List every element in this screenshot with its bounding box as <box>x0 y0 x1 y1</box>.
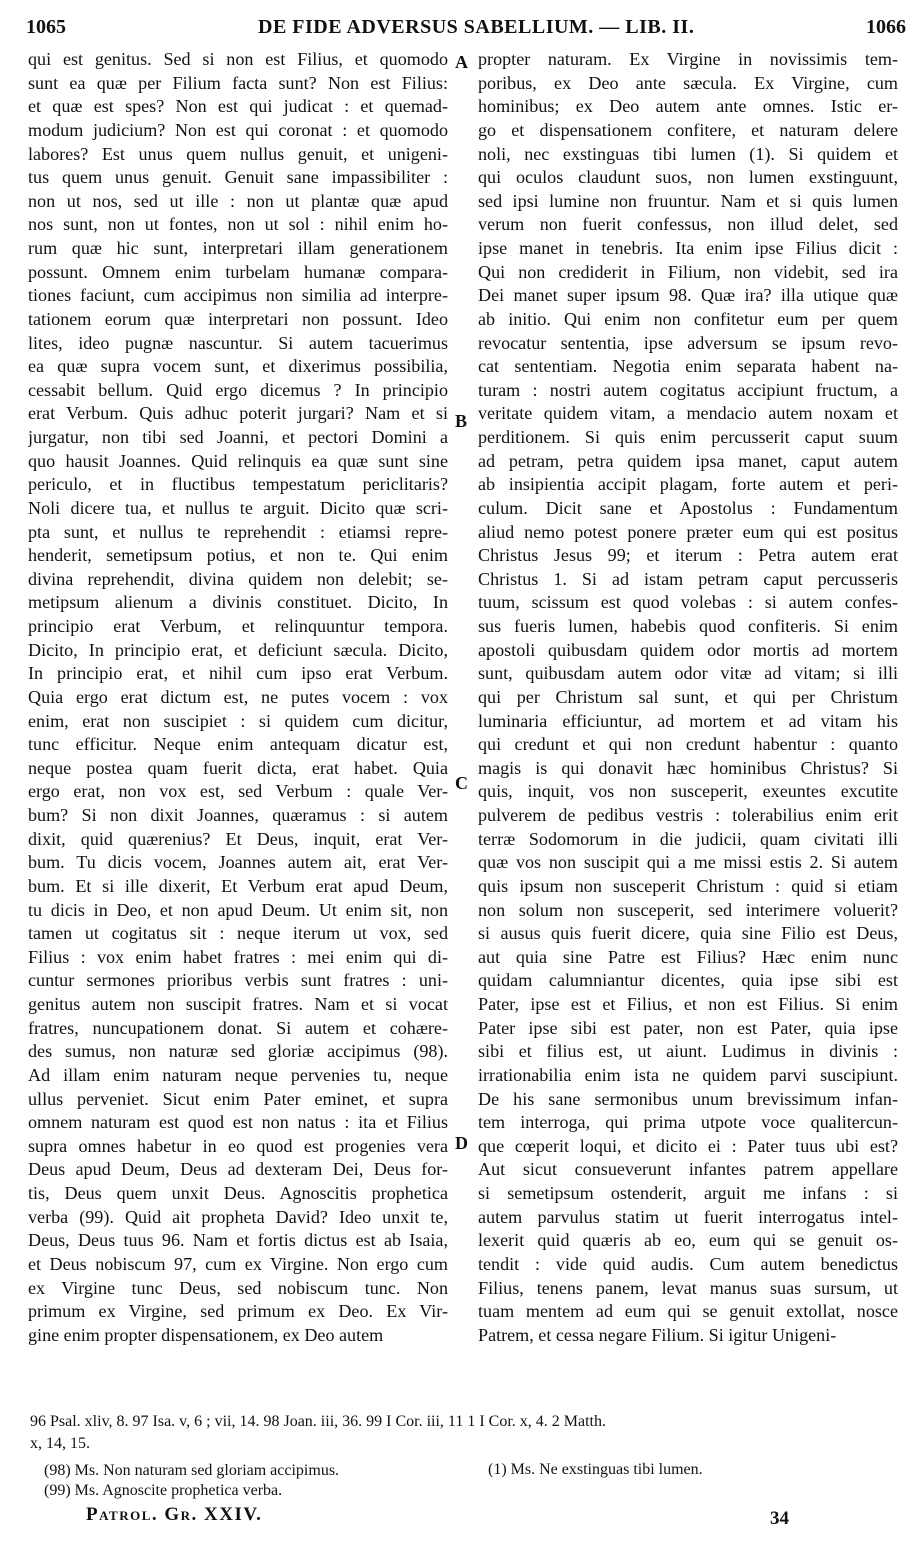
text-line: Patrem, et cessa negare Filium. Si igitur Unigeni- <box>478 1324 837 1345</box>
text-line: Pater, ipse est et Filius, et non est Filius. Si enim <box>478 994 898 1014</box>
text-line: sed ipsi lumine non fruuntur. Nam et si quis lumen <box>478 190 898 211</box>
text-line: sibi et filius est, ut aiunt. Ludimus in divinis : <box>478 1041 898 1062</box>
variant-note-99: (99) Ms. Agnoscite prophetica verba. <box>44 1482 283 1499</box>
page-number-left: 1065 <box>26 16 66 38</box>
text-line: propter naturam. Ex Virgine in novissimis tem- <box>478 49 898 69</box>
text-line: qui oculos claudunt suos, non lumen exstinguunt, <box>478 167 898 188</box>
text-line: quæ vos non suscipit qui a me missi estis 2. Si autem <box>478 852 898 873</box>
text-line: tis, Deus quem unxit Deus. Agnoscitis prophetica <box>28 1183 448 1203</box>
right-column <box>478 48 898 1347</box>
text-line: omnem naturam est quod est non natus : ita et Filius <box>28 1112 448 1133</box>
left-column <box>28 48 448 1347</box>
text-line: si ausus quis fuerit dicere, quia sine Filio est Deus, <box>478 923 898 944</box>
text-line: erat Verbum. Quis adhuc poterit jurgari? Nam et si <box>28 403 448 424</box>
text-line: quidam calumniantur dicentes, quia ipse sibi est <box>478 970 898 991</box>
text-line: ergo erat, non vox est, sed Verbum : quale Ver- <box>28 781 448 802</box>
text-line: Quia ergo erat dictum est, ne putes vocem : vox <box>28 686 448 707</box>
text-line: principio erat Verbum, et relinquuntur tempora. <box>28 616 448 636</box>
text-line: bum. Et si ille dixerit, Et Verbum erat apud Deum, <box>28 875 448 896</box>
text-line: divina reprehendit, divina quidem non delebit; se- <box>28 568 448 589</box>
text-line: Ad illam enim naturam neque pervenies tu, neque <box>28 1064 448 1085</box>
text-line: cuntur sermones prioribus verbis sunt fratres : uni- <box>28 970 448 991</box>
variant-notes <box>44 1461 339 1501</box>
text-line: tus quem unus genuit. Genuit sane impassibiliter : <box>28 167 448 188</box>
text-line: ad petram, petra quidem ipsa manet, caput autem <box>478 450 898 471</box>
text-line: primum ex Virgine, sed primum ex Deo. Ex Vir- <box>28 1301 448 1322</box>
text-line: Christus Jesus 99; et iterum : Petra autem erat <box>478 545 898 566</box>
text-line: autem parvulus statim ut fuerit interrogatus intel- <box>478 1206 898 1227</box>
text-line: verum non fuerit confessus, non illud delet, sed <box>478 214 898 235</box>
text-line: modum judicium? Non est qui coronat : et quomodo <box>28 119 448 140</box>
text-line: verba (99). Quid ait propheta David? Ideo unxit te, <box>28 1206 448 1227</box>
text-line: neque postea quam fuerit dicta, erat habet. Quia <box>28 757 448 778</box>
text-line: quis, inquit, vos non susceperit, exeuntes excutite <box>478 781 898 802</box>
text-line: fratres, nuncupationem donat. Si autem et cohære- <box>28 1017 448 1038</box>
footnote-line: 96 Psal. xliv, 8. 97 Isa. v, 6 ; vii, 14. 98 Joan. iii, 36. 99 I Cor. iii, 11 1 I Cor. x, 4. 2 Matth. <box>30 1413 606 1430</box>
text-line: Dei manet super ipsum 98. Quæ ira? illa utique quæ <box>478 285 898 306</box>
text-line: metipsum alienum a divinis constituet. Dicito, In <box>28 592 448 613</box>
variant-note-1: (1) Ms. Ne exstinguas tibi lumen. <box>488 1461 703 1478</box>
text-line: supra omnes habetur in eo quod est progenies vera <box>28 1135 448 1156</box>
text-line: luminaria efficiuntur, ad mortem et ad vitam his <box>478 710 898 731</box>
text-line: et Deus nobiscum 97, cum ex Virgine. Non ergo cum <box>28 1253 448 1274</box>
text-line: irrationabilia enim ista ne quidem parvi suscipiunt. <box>478 1064 898 1085</box>
text-line: et quæ est spes? Non est qui judicat : et quemad- <box>28 96 448 117</box>
sheet-mark: 34 <box>770 1508 789 1529</box>
text-line: Christus 1. Si ad istam petram caput percusseris <box>478 568 898 589</box>
text-line: cessabit bellum. Quid ergo dicemus ? In principio <box>28 379 448 400</box>
running-title: DE FIDE ADVERSUS SABELLIUM. — LIB. II. <box>258 16 695 38</box>
text-line: quis ipsum non susceperit Christum : quid si etiam <box>478 875 898 896</box>
text-line: veritate quidem vitam, a mendacio autem noxam et <box>478 403 898 424</box>
text-line: Deus, Deus tuus 96. Nam et fortis dictus est ab Isaia, <box>28 1230 448 1251</box>
text-line: qui credunt et qui non credunt habentur : quanto <box>478 734 898 755</box>
text-line: qui est genitus. Sed si non est Filius, et quomodo <box>28 49 448 69</box>
page-header <box>26 2 906 42</box>
text-line: ex Virgine tunc Deus, sed nobiscum tunc. Non <box>28 1277 448 1298</box>
text-line: bum. Tu dicis vocem, Joannes autem ait, erat Ver- <box>28 852 448 873</box>
text-line: De his sane sermonibus unum brevissimum infan- <box>478 1088 898 1109</box>
footnote-line: x, 14, 15. <box>30 1435 90 1452</box>
text-line: non ut nos, sed ut ille : non ut plantæ quæ apud <box>28 190 448 211</box>
text-line: tem interroga, qui prima utpote voce qualitercun- <box>478 1112 898 1133</box>
text-line: pulverem de pedibus vestris : tolerabilius enim erit <box>478 805 898 825</box>
text-line: apostoli quibusdam quidem odor mortis ad mortem <box>478 639 898 660</box>
text-line: tunc efficitur. Neque enim antequam dicatur est, <box>28 734 448 755</box>
text-line: periculo, et in fluctibus tempestatum periclitaris? <box>28 474 448 495</box>
text-line: des sumus, non naturæ sed gloriæ accipimus (98). <box>28 1041 448 1062</box>
text-line: turam : nostri autem cogitatus accipiunt fructum, a <box>478 379 898 400</box>
text-line: cat sententiam. Negotia enim separata habent na- <box>478 356 898 377</box>
text-line: magis is qui donavit hæc hominibus Christus? Si <box>478 757 898 778</box>
text-line: sunt, quibusdam autem odor vitæ ad vitam; si illi <box>478 663 898 684</box>
text-line: In principio erat, et nihil cum ipso erat Verbum. <box>28 663 448 684</box>
text-line: Filius, tenens panem, levat manus suas sursum, ut <box>478 1277 898 1298</box>
text-line: sunt ea quæ per Filium facta sunt? Non est Filius: <box>28 72 448 93</box>
text-line: revocatur sententia, ipse adversum se ipsum revo- <box>478 332 898 353</box>
text-line: non solum non susceperit, sed interimere voluerit? <box>478 899 898 920</box>
text-line: ab insipientia accipit plagam, forte autem et peri- <box>478 474 898 495</box>
text-line: tamen ut cogitatus sit : neque iterum ut vox, sed <box>28 923 448 944</box>
text-line: gine enim propter dispensationem, ex Deo autem <box>28 1324 384 1345</box>
text-line: Noli dicere tua, et nullus te arguit. Dicito quæ scri- <box>28 497 448 518</box>
text-line: noli, nec exstinguas tibi lumen (1). Si quidem et <box>478 143 898 164</box>
text-line: que cœperit loqui, et dicito ei : Pater tuus ubi est? <box>478 1135 898 1156</box>
text-line: aut quia sine Patre est Filius? Hæc enim nunc <box>478 946 898 967</box>
text-line: labores? Est unus quem nullus genuit, et unigeni- <box>28 143 448 164</box>
text-line: terræ Sodomorum in die judicii, quam civitati illi <box>478 828 898 849</box>
text-line: sus fueris lumen, habebis quod confiteris. Si enim <box>478 616 898 636</box>
text-line: enim, erat non suscipiet : si quidem cum dicitur, <box>28 710 448 731</box>
section-marker-b: B <box>455 411 468 431</box>
text-line: dixit, quid quærenius? Et Deus, inquit, erat Ver- <box>28 828 448 849</box>
text-line: Pater ipse sibi est pater, non est Pater, quia ipse <box>478 1017 898 1038</box>
text-line: henderit, semetipsum potius, et non te. Qui enim <box>28 545 448 566</box>
section-marker-a: A <box>455 52 468 72</box>
text-line: perditionem. Si quis enim percusserit caput suum <box>478 427 898 447</box>
text-line: hominibus; ex Deo autem ante omnes. Istic er- <box>478 96 898 117</box>
text-line: Dicito, In principio erat, et deficiunt sæcula. Dicito, <box>28 639 448 660</box>
text-line: tu dicis in Deo, et non apud Deum. Ut enim sit, non <box>28 899 448 920</box>
text-line: bum? Si non dixit Joannes, quæramus : si autem <box>28 805 448 825</box>
text-line: poribus, ex Deo ante sæcula. Ex Virgine, cum <box>478 72 898 93</box>
text-line: Deus apud Deum, Deus ad dexteram Dei, Deus for- <box>28 1159 448 1180</box>
text-line: tendit : vide quid audis. Cum autem benedictus <box>478 1253 898 1274</box>
text-line: jurgatur, non tibi sed Joanni, et pectori Domini a <box>28 427 448 447</box>
text-line: si semetipsum ostenderit, arguit me infans : si <box>478 1183 898 1203</box>
text-line: ipse manet in tenebris. Ita enim ipse Filius dicit : <box>478 238 898 258</box>
text-line: Filius : vox enim habet fratres : mei enim qui di- <box>28 946 448 967</box>
text-line: quo hausit Joannes. Quid relinquis ea quæ sunt sine <box>28 450 448 471</box>
text-line: genitus autem non suscipit fratres. Nam et si vocat <box>28 994 448 1014</box>
printer-signature: Patrol. Gr. XXIV. <box>86 1504 263 1525</box>
footnotes <box>30 1411 910 1455</box>
text-line: tiones faciunt, cum accipimus non similia ad interpre- <box>28 285 448 306</box>
section-marker-c: C <box>455 773 468 793</box>
text-line: Qui non crediderit in Filium, non videbit, sed ira <box>478 261 898 282</box>
text-line: lites, ideo pugnæ nascuntur. Si autem tacuerimus <box>28 332 448 353</box>
page-number-right: 1066 <box>866 16 906 38</box>
variant-note-98: (98) Ms. Non naturam sed gloriam accipimus. <box>44 1462 340 1479</box>
text-line: tuam mentem ad eum qui se genuit extollat, nosce <box>478 1301 898 1322</box>
text-line: ullus perveniet. Sicut enim Pater eminet, et supra <box>28 1088 448 1109</box>
text-line: nos sunt, non ut fontes, non ut sol : nihil enim ho- <box>28 214 448 235</box>
text-line: qui per Christum sal sunt, et qui per Christum <box>478 686 898 707</box>
section-marker-d: D <box>455 1133 468 1153</box>
text-line: go et dispensationem confitere, et naturam delere <box>478 119 898 140</box>
text-line: rum quæ hic sunt, interpretari illam generationem <box>28 238 448 258</box>
text-line: lexerit quid quæris ab eo, eum qui se genuit os- <box>478 1230 898 1251</box>
text-line: tationem eorum quæ interpretari non possunt. Ideo <box>28 308 448 329</box>
text-line: culum. Dicit sane et Apostolus : Fundamentum <box>478 497 898 518</box>
text-line: ab initio. Qui enim non confitetur eum per quem <box>478 308 898 329</box>
text-line: Aut sicut consueverunt infantes patrem appellare <box>478 1159 898 1180</box>
text-line: pta sunt, et nullus te reprehendit : etiamsi repre- <box>28 521 448 542</box>
text-line: possunt. Omnem enim turbelam humanæ compara- <box>28 261 448 282</box>
text-line: ea quæ supra vocem sunt, et dixerimus possibilia, <box>28 356 448 377</box>
text-line: tuum, scissum est quod volebas : si autem confes- <box>478 592 898 613</box>
text-line: aliud nemo potest ponere præter eum qui est positus <box>478 521 898 542</box>
